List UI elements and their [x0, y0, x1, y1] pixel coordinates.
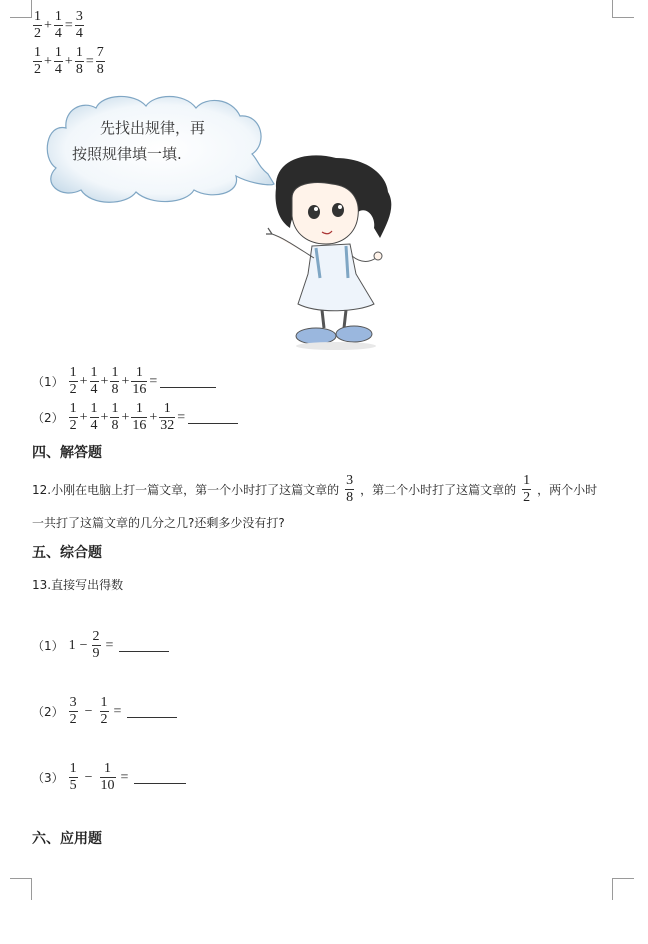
- section-heading: 五、综合题: [32, 545, 102, 561]
- section-heading: 四、解答题: [32, 445, 102, 461]
- pattern-line-1: [32, 10, 85, 41]
- fraction: $\frac{7}{8}$: [96, 45, 104, 77]
- question-text: ，第二个小时打了这篇文章的: [360, 483, 517, 497]
- bubble-text-line-1: 先找出规律，再: [100, 119, 206, 137]
- question-text: ，两个小时: [537, 483, 598, 497]
- fraction: $\frac{3}{2}$: [69, 695, 77, 727]
- girl-shoe: [336, 326, 372, 342]
- fraction: $\frac{1}{4}$: [90, 401, 98, 433]
- answer-blank[interactable]: [119, 640, 169, 652]
- fraction: $\frac{1}{4}$: [54, 9, 62, 41]
- equals-sign: =: [177, 409, 186, 425]
- fraction: $\frac{1}{8}$: [111, 401, 119, 433]
- minus-sign: −: [84, 703, 93, 719]
- expression-2: [32, 696, 177, 727]
- question-12-line-1: [32, 474, 597, 505]
- fraction: $\frac{1}{32}$: [160, 401, 175, 433]
- fraction: $\frac{1}{2}$: [69, 365, 77, 397]
- fraction: $\frac{1}{4}$: [54, 45, 62, 77]
- fraction: $\frac{1}{2}$: [69, 401, 77, 433]
- fraction: $\frac{1}{4}$: [90, 365, 98, 397]
- problem-2: [32, 402, 238, 433]
- plus-sign: +: [79, 409, 88, 425]
- plus-sign: +: [79, 373, 88, 389]
- equals-sign: =: [64, 17, 73, 33]
- expression-3: [32, 762, 186, 793]
- question-text: 12.小刚在电脑上打一篇文章，第一个小时打了这篇文章的: [32, 483, 340, 497]
- fraction: $\frac{1}{2}$: [100, 695, 108, 727]
- equals-sign: =: [85, 53, 94, 69]
- problem-label: （2）: [32, 411, 64, 425]
- corner-mark-top-left: [10, 0, 32, 18]
- minus-sign: −: [84, 769, 93, 785]
- fraction: $\frac{1}{16}$: [132, 365, 147, 397]
- plus-sign: +: [121, 373, 130, 389]
- problem-1: [32, 366, 216, 397]
- answer-blank[interactable]: [127, 706, 177, 718]
- fraction: $\frac{2}{9}$: [92, 629, 100, 661]
- fraction: $\frac{1}{2}$: [34, 45, 41, 77]
- answer-blank[interactable]: [134, 772, 186, 784]
- equals-sign: =: [149, 373, 158, 389]
- problem-label: （2）: [32, 705, 64, 719]
- corner-mark-bottom-right: [612, 878, 634, 900]
- fraction: $\frac{1}{8}$: [111, 365, 119, 397]
- girl-dress: [298, 244, 374, 311]
- fraction: $\frac{1}{2}$: [523, 473, 531, 505]
- corner-mark-bottom-left: [10, 878, 32, 900]
- pattern-line-2: [32, 46, 106, 77]
- fraction: $\frac{1}{8}$: [75, 45, 83, 77]
- plus-sign: +: [44, 53, 52, 69]
- plus-sign: +: [64, 53, 73, 69]
- section-heading: 六、应用题: [32, 831, 102, 847]
- fraction: $\frac{3}{8}$: [346, 473, 354, 505]
- fraction: $\frac{1}{10}$: [100, 761, 115, 793]
- plus-sign: +: [121, 409, 130, 425]
- problem-label: （1）: [32, 639, 64, 653]
- problem-label: （3）: [32, 771, 64, 785]
- whole-number: 1: [68, 637, 76, 653]
- expression-1: [32, 630, 169, 661]
- question-12-line-2: 一共打了这篇文章的几分之几?还剩多少没有打?: [32, 516, 285, 530]
- answer-blank[interactable]: [188, 412, 238, 424]
- girl-illustration: [36, 88, 396, 354]
- equals-sign: =: [120, 769, 129, 785]
- fraction: $\frac{1}{5}$: [69, 761, 77, 793]
- fraction: $\frac{1}{16}$: [132, 401, 147, 433]
- girl-shoe: [296, 328, 336, 344]
- plus-sign: +: [149, 409, 158, 425]
- bubble-text-line-2: 按照规律填一填.: [72, 145, 182, 163]
- plus-sign: +: [100, 373, 109, 389]
- plus-sign: +: [100, 409, 109, 425]
- problem-label: （1）: [32, 375, 64, 389]
- equals-sign: =: [105, 637, 114, 653]
- equals-sign: =: [113, 703, 122, 719]
- minus-sign: −: [79, 637, 88, 653]
- fraction: $\frac{1}{2}$: [34, 9, 41, 41]
- fraction: $\frac{3}{4}$: [75, 9, 83, 41]
- corner-mark-top-right: [612, 0, 634, 18]
- plus-sign: +: [44, 17, 52, 33]
- girl-face: [292, 183, 358, 244]
- answer-blank[interactable]: [160, 376, 216, 388]
- question-13-title: 13.直接写出得数: [32, 578, 124, 592]
